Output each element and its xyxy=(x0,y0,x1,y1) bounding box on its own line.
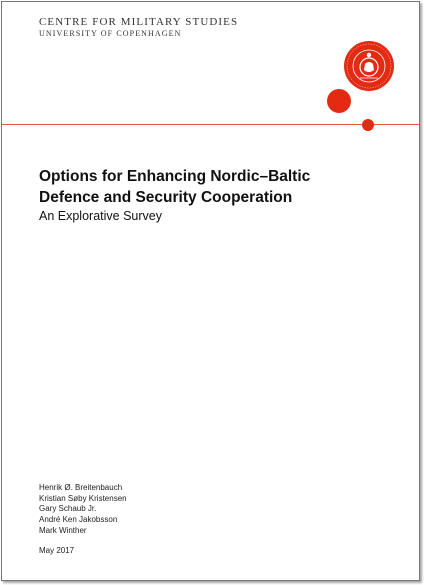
author-name: Gary Schaub Jr. xyxy=(39,504,97,514)
report-title xyxy=(39,166,379,208)
institution-name: CENTRE FOR MILITARY STUDIES xyxy=(39,16,239,28)
author-list xyxy=(39,483,127,537)
author-name: Mark Winther xyxy=(39,525,87,535)
publication-date: May 2017 xyxy=(39,546,75,555)
header-divider-line xyxy=(2,124,419,125)
author-name: Kristian Søby Kristensen xyxy=(39,493,127,503)
author-name: André Ken Jakobsson xyxy=(39,515,118,525)
title-line-2: Defence and Security Cooperation xyxy=(39,189,293,206)
university-seal-icon xyxy=(343,40,395,92)
university-name: UNIVERSITY OF COPENHAGEN xyxy=(39,29,182,38)
decorative-small-dot xyxy=(362,119,374,131)
title-line-1: Options for Enhancing Nordic–Baltic xyxy=(39,168,311,185)
report-subtitle: An Explorative Survey xyxy=(39,209,162,223)
decorative-large-dot xyxy=(327,89,351,113)
author-name: Henrik Ø. Breitenbauch xyxy=(39,483,123,492)
report-cover-page xyxy=(1,1,420,581)
